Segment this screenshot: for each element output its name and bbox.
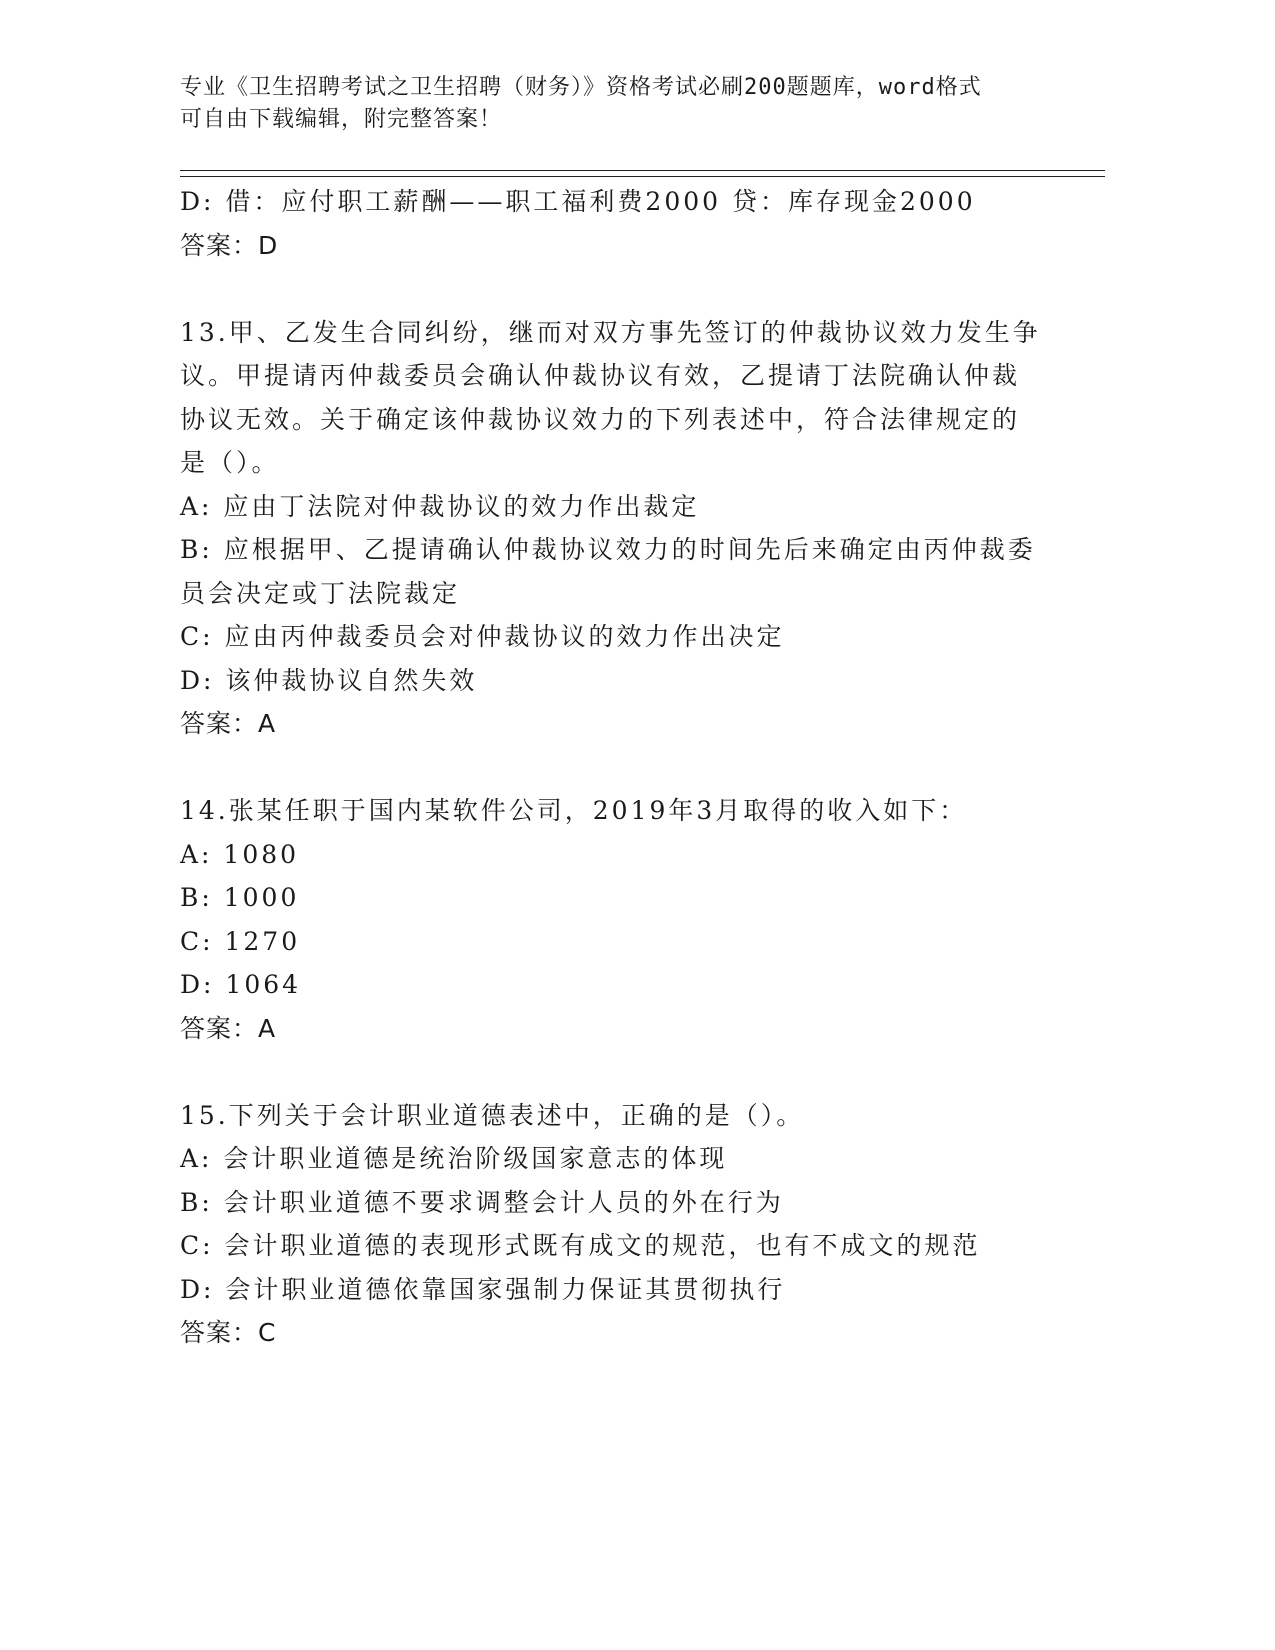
option-a: A: 1080: [180, 839, 300, 869]
document-header: [180, 72, 1040, 136]
answer: 答案：A: [180, 1013, 277, 1043]
spacer: [180, 1050, 1060, 1094]
option-b-continued: 员会决定或丁法院裁定: [180, 578, 461, 608]
header-line-2: 可自由下载编辑，附完整答案！: [180, 107, 503, 132]
question-text-line: 15.下列关于会计职业道德表述中，正确的是（）。: [180, 1100, 805, 1130]
spacer: [180, 267, 1060, 311]
option-c: C: 应由丙仲裁委员会对仲裁协议的效力作出决定: [180, 622, 785, 651]
option-a: A: 应由丁法院对仲裁协议的效力作出裁定: [180, 491, 700, 521]
header-divider-top: [180, 170, 1105, 171]
question-text-line: 13.甲、乙发生合同纠纷，继而对双方事先签订的仲裁协议效力发生争: [180, 317, 1041, 347]
option-c: C: 会计职业道德的表现形式既有成文的规范，也有不成文的规范: [180, 1231, 981, 1260]
header-divider-bottom: [180, 176, 1105, 177]
header-line-1: 专业《卫生招聘考试之卫生招聘（财务）》资格考试必刷200题题库，word格式: [180, 75, 982, 100]
option-d: D: 1064: [180, 970, 302, 999]
question-15: [180, 1094, 1060, 1355]
question-text-line: 14.张某任职于国内某软件公司，2019年3月取得的收入如下：: [180, 796, 968, 825]
document-body: [180, 180, 1060, 1355]
option-d: D: 会计职业道德依靠国家强制力保证其贯彻执行: [180, 1274, 786, 1304]
question-text-line: 议。甲提请丙仲裁委员会确认仲裁协议有效，乙提请丁法院确认仲裁: [180, 361, 1021, 390]
spacer: [180, 746, 1060, 790]
option-b: B: 1000: [180, 883, 300, 912]
question-text-line: 协议无效。关于确定该仲裁协议效力的下列表述中，符合法律规定的: [180, 404, 1021, 434]
option-a: A: 会计职业道德是统治阶级国家意志的体现: [180, 1144, 728, 1173]
question-text-line: 是（）。: [180, 448, 280, 477]
answer: 答案：A: [180, 709, 277, 738]
option-c: C: 1270: [180, 926, 301, 956]
answer: 答案：C: [180, 1318, 277, 1347]
option-b: B: 会计职业道德不要求调整会计人员的外在行为: [180, 1187, 784, 1217]
previous-question-option-d: D: 借：应付职工薪酬——职工福利费2000 贷：库存现金2000: [180, 187, 976, 216]
option-d: D: 该仲裁协议自然失效: [180, 665, 478, 695]
question-14: [180, 789, 1060, 1050]
question-13: [180, 311, 1060, 746]
option-b: B: 应根据甲、乙提请确认仲裁协议效力的时间先后来确定由丙仲裁委: [180, 535, 1036, 564]
previous-question-answer: 答案：D: [180, 230, 279, 260]
